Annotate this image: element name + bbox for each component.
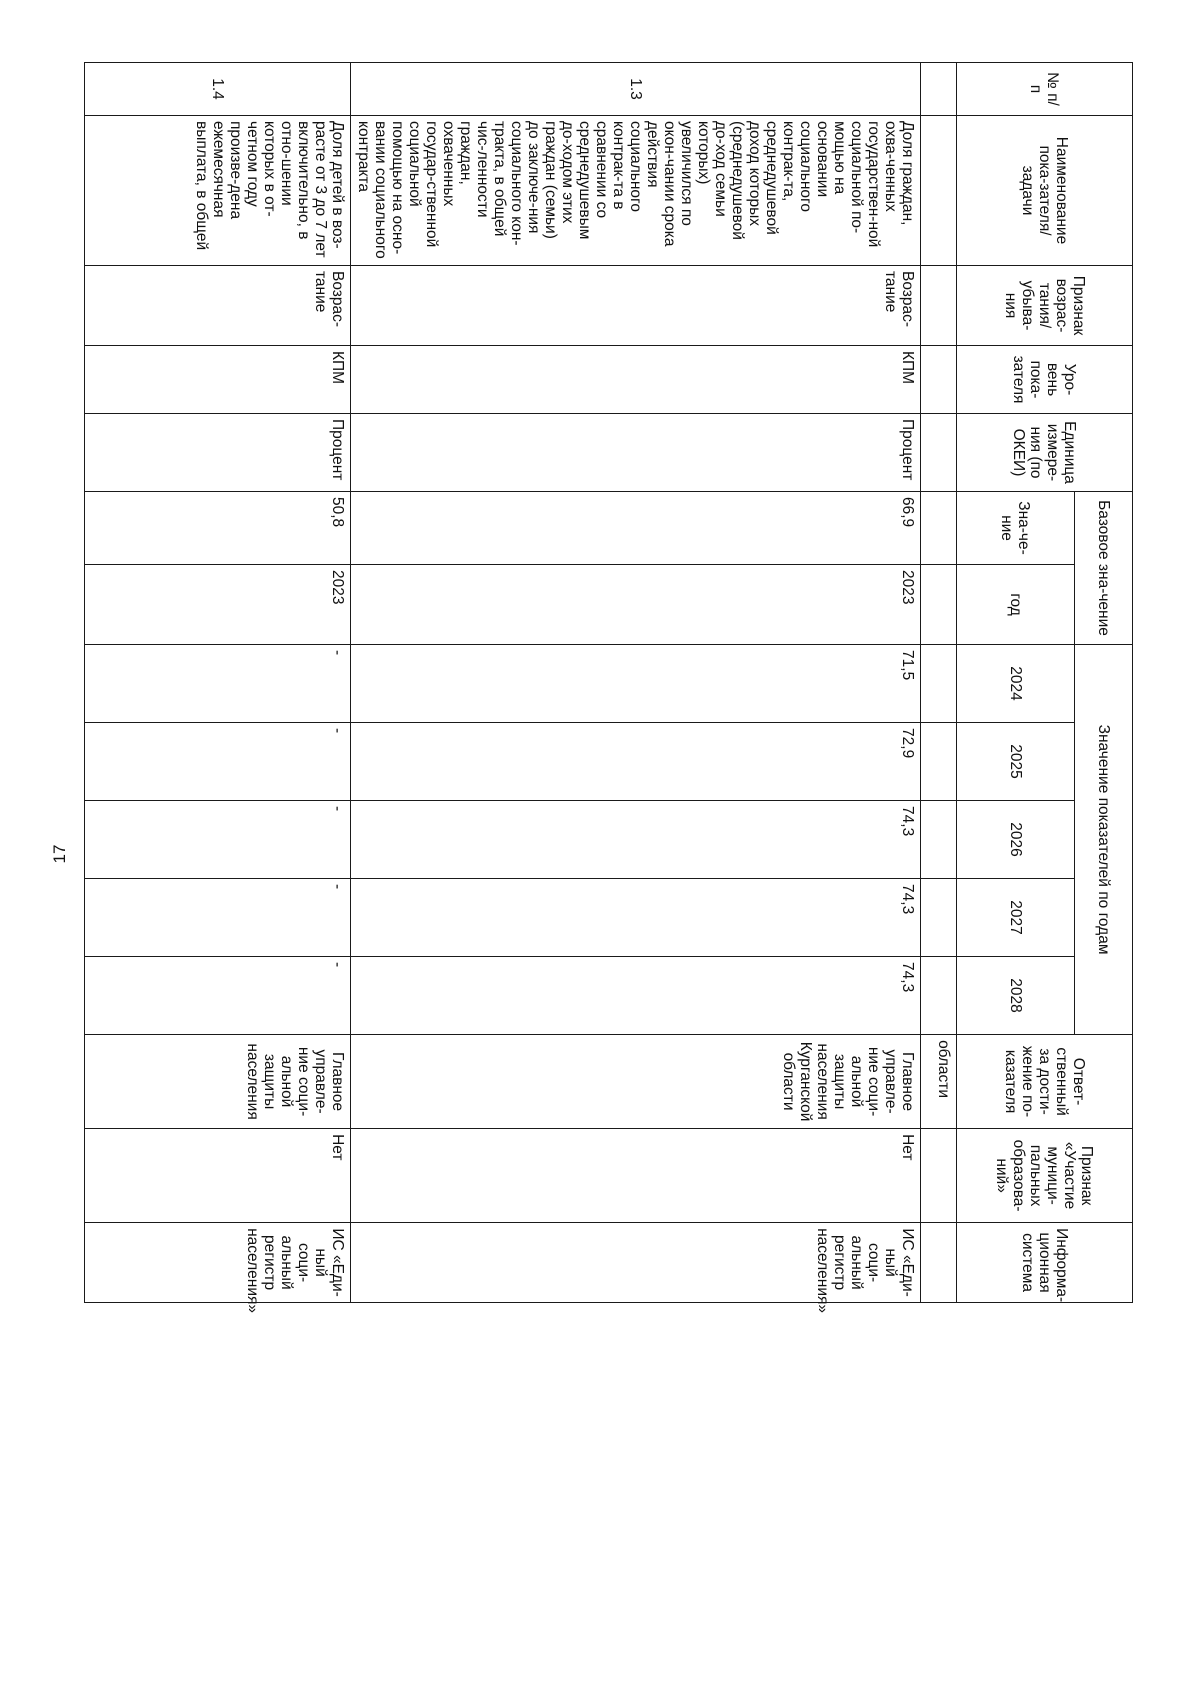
row-year-value: 72,9 — [351, 723, 921, 801]
table-row — [85, 63, 351, 1303]
header-base: Базовое зна-чение — [1075, 492, 1133, 645]
row-num: 1.4 — [85, 63, 351, 116]
row-name: Доля граждан, охва-ченных государствен-ной социальной по-мощью на основании социального контрак-та, среднедушевой доход которых (среднедушевой до-ход семьи которых) увеличился по окон-чании срока действия социального контрак-та в сравнении со среднедушевым до-ходом этих граждан (семьи) до заключе-ния социального кон-тракта, в общей чис-ленности граждан, охваченных государ-ственной социальной помощью на осно-вании социального контракта — [351, 116, 921, 266]
row-base-year: 2023 — [351, 565, 921, 645]
header-base-value: Зна-че-ние — [957, 492, 1075, 565]
header-name: Наименование пока-зателя/задачи — [957, 116, 1133, 266]
indicator-table — [84, 62, 1133, 1313]
header-level: Уро-вень пока-зателя — [957, 346, 1133, 414]
header-num: № п/п — [957, 63, 1133, 116]
header-year: 2028 — [957, 957, 1075, 1035]
row-level: КПМ — [85, 346, 351, 414]
row-unit: Процент — [351, 414, 921, 492]
row-unit: Процент — [85, 414, 351, 492]
row-responsible: Главное управле-ние соци-альной защиты населения Курганской области — [351, 1035, 921, 1129]
header-municipal: Признак «Участие муници-пальных образова-ний» — [957, 1129, 1133, 1223]
row-municipal: Нет — [351, 1129, 921, 1223]
row-base-value: 50,8 — [85, 492, 351, 565]
header-year: 2024 — [957, 645, 1075, 723]
header-year: 2027 — [957, 879, 1075, 957]
row-municipal: Нет — [85, 1129, 351, 1223]
row-year-value: 71,5 — [351, 645, 921, 723]
header-years-group: Значение показателей по годам — [1075, 645, 1133, 1035]
continuation-row — [921, 63, 957, 1303]
row-trend: Возрас-тание — [85, 266, 351, 346]
row-year-value: 74,3 — [351, 879, 921, 957]
row-year-value: - — [85, 801, 351, 879]
header-system: Информа-ционная система — [957, 1223, 1133, 1303]
row-trend: Возрас-тание — [351, 266, 921, 346]
header-year: 2025 — [957, 723, 1075, 801]
continuation-responsible: области — [921, 1035, 957, 1129]
row-responsible: Главное управле-ние соци-альной защиты населения — [85, 1035, 351, 1129]
row-name: Доля детей в воз-расте от 3 до 7 лет включительно, в отно-шении которых в от-четном году произве-дена ежемесячная выплата, в общей — [85, 116, 351, 266]
header-year: 2026 — [957, 801, 1075, 879]
row-year-value: - — [85, 879, 351, 957]
row-year-value: 74,3 — [351, 801, 921, 879]
row-system: ИС «Еди-ный соци-альный регистр населения» — [85, 1223, 351, 1303]
row-num: 1.3 — [351, 63, 921, 116]
header-trend: Признак возрас-тания/ убыва-ния — [957, 266, 1133, 346]
page-number: 17 — [50, 844, 69, 864]
header-base-year: год — [957, 565, 1075, 645]
row-base-year: 2023 — [85, 565, 351, 645]
row-year-value: - — [85, 723, 351, 801]
row-level: КПМ — [351, 346, 921, 414]
row-base-value: 66,9 — [351, 492, 921, 565]
indicator-table-rotated — [143, 62, 1133, 1313]
header-responsible: Ответ-ственный за дости-жение по-казателя — [957, 1035, 1133, 1129]
row-system: ИС «Еди-ный соци-альный регистр населения» — [351, 1223, 921, 1303]
row-year-value: - — [85, 645, 351, 723]
header-unit: Единица измере-ния (по ОКЕИ) — [957, 414, 1133, 492]
row-year-value: - — [85, 957, 351, 1035]
row-year-value: 74,3 — [351, 957, 921, 1035]
table-row — [351, 63, 921, 1303]
